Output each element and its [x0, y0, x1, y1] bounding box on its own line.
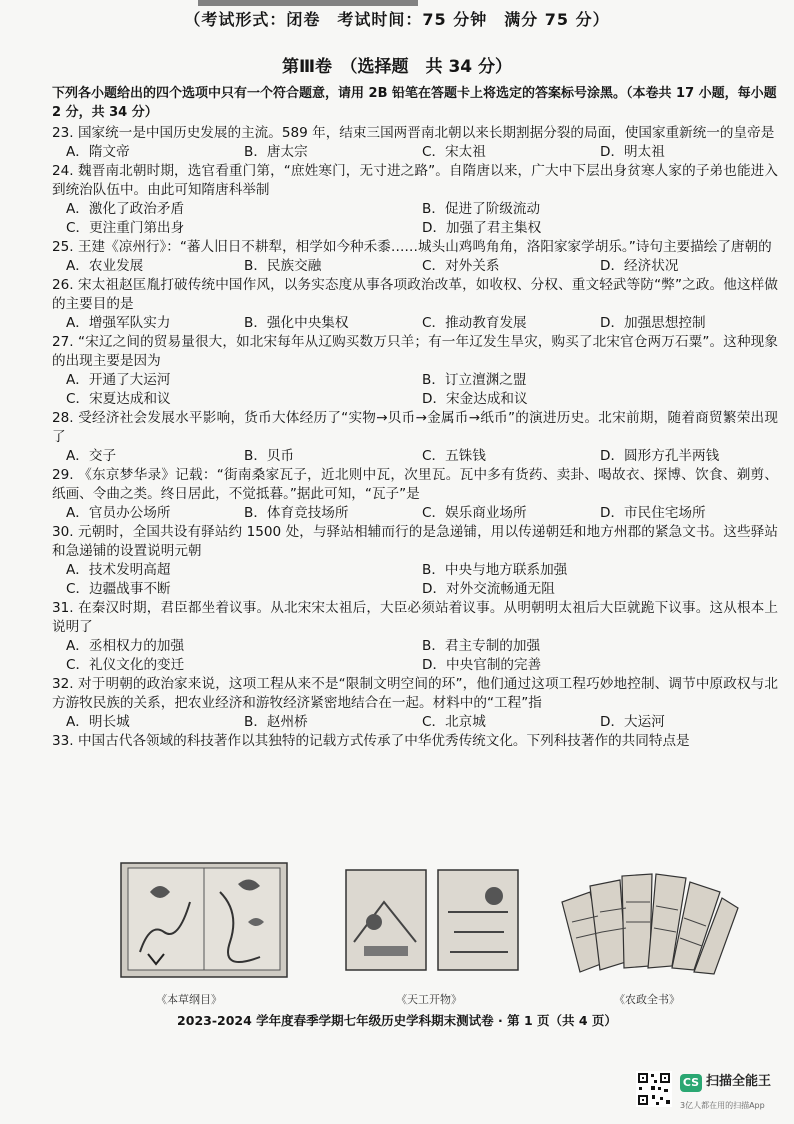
- question-stem: 26. 宋太祖赵匡胤打破传统中国作风，以务实态度从事各项政治改革，如收权、分权、重文轻武等防“弊”之政。他这样做的主要目的是: [52, 277, 778, 312]
- answer-option: A．隋文帝: [66, 144, 130, 160]
- question-item: [52, 523, 778, 599]
- page-footer: 2023-2024 学年度春季学期七年级历史学科期末测试卷 · 第 1 页（共 4 页）: [177, 1013, 617, 1028]
- answer-option: B．中央与地方联系加强: [422, 562, 568, 578]
- section-title: 第Ⅲ卷 （选择题 共 34 分）: [281, 57, 513, 77]
- question-stem: 29. 《东京梦华录》记载：“街南桑家瓦子，近北则中瓦，次里瓦。瓦中多有货药、卖卦、喝故衣、探博、饮食、剃剪、纸画、令曲之类。终日居此，不觉抵暮。”据此可知，“瓦子”是: [52, 467, 778, 502]
- answer-option: D．圆形方孔半两钱: [600, 448, 720, 464]
- answer-option: B．唐太宗: [244, 144, 308, 160]
- answer-option: A．技术发明高超: [66, 562, 171, 578]
- answer-option: A．丞相权力的加强: [66, 638, 185, 654]
- figure-bencao: [120, 862, 288, 1006]
- scanner-watermark: [636, 1071, 786, 1113]
- answer-option: D．中央官制的完善: [422, 657, 542, 673]
- answer-option: C．五铢钱: [422, 448, 486, 464]
- answer-option: D．加强了君主集权: [422, 220, 542, 236]
- answer-option: A．交子: [66, 448, 117, 464]
- qr-code-icon: [636, 1071, 672, 1107]
- answer-option: C．宋太祖: [422, 144, 486, 160]
- answer-option: D．大运河: [600, 714, 665, 730]
- answer-option: A．官员办公场所: [66, 505, 171, 521]
- answer-option: B．赵州桥: [244, 714, 308, 730]
- answer-option: A．激化了政治矛盾: [66, 201, 185, 217]
- option-group: [52, 447, 778, 466]
- answer-option: C．对外关系: [422, 258, 500, 274]
- answer-option: C．礼仪文化的变迁: [66, 657, 185, 673]
- answer-option: B．体育竞技场所: [244, 505, 349, 521]
- question-stem: 32. 对于明朝的政治家来说，这项工程从来不是“限制文明空间的环”，他们通过这项工程巧妙地控制、调节中原政权与北方游牧民族的关系，把农业经济和游牧经济紧密地结合在一起。材料中的“工程”指: [52, 676, 778, 711]
- figure-caption: 《本草纲目》: [156, 993, 222, 1006]
- option-group: [52, 314, 778, 333]
- book-page-illustration-icon: [120, 862, 288, 978]
- answer-option: B．促进了阶级流动: [422, 201, 541, 217]
- figure-nongzheng: [560, 862, 740, 1006]
- scanner-tagline: 3亿人都在用的扫描App: [680, 1101, 765, 1110]
- option-group: [52, 504, 778, 523]
- option-group: [52, 371, 778, 409]
- answer-option: B．贝币: [244, 448, 295, 464]
- answer-option: C．推动教育发展: [422, 315, 527, 331]
- question-item: [52, 409, 778, 466]
- question-item: [52, 276, 778, 333]
- question-item: [52, 599, 778, 675]
- question-item: [52, 333, 778, 409]
- answer-option: B．强化中央集权: [244, 315, 349, 331]
- answer-option: B．民族交融: [244, 258, 322, 274]
- question-item: [52, 732, 778, 751]
- answer-option: B．君主专制的加强: [422, 638, 541, 654]
- answer-option: A．农业发展: [66, 258, 144, 274]
- question-stem: 31. 在秦汉时期，君臣都坐着议事。从北宋宋太祖后，大臣必须站着议事。从明朝明太祖后大臣就跪下议事。这从根本上说明了: [52, 600, 778, 635]
- option-group: [52, 561, 778, 599]
- answer-option: C．宋夏达成和议: [66, 391, 171, 407]
- scanner-name: 扫描全能王: [706, 1074, 772, 1089]
- question-stem: 24. 魏晋南北朝时期，选官看重门第，“庶姓寒门，无寸进之路”。自隋唐以来，广大中下层出身贫寒人家的子弟也能进入到统治队伍中。由此可知隋唐科举制: [52, 163, 778, 198]
- answer-option: B．订立澶渊之盟: [422, 372, 527, 388]
- answer-option: D．对外交流畅通无阻: [422, 581, 555, 597]
- answer-option: D．经济状况: [600, 258, 679, 274]
- figure-tiangong: [344, 862, 520, 1006]
- question-item: [52, 466, 778, 523]
- figure-caption: 《农政全书》: [614, 993, 680, 1006]
- scanner-badge: CS: [680, 1074, 702, 1092]
- answer-option: C．娱乐商业场所: [422, 505, 527, 521]
- fanned-books-icon: [560, 862, 740, 982]
- exam-info: （考试形式：闭卷 考试时间：75 分钟 满分 75 分）: [184, 10, 610, 29]
- question-stem: 25. 王建《凉州行》：“蕃人旧日不耕犁，相学如今种禾黍……城头山鸡鸣角角，洛阳家家学胡乐。”诗句主要描绘了唐朝的: [52, 239, 772, 255]
- question-stem: 33. 中国古代各领域的科技著作以其独特的记载方式传承了中华优秀传统文化。下列科技著作的共同特点是: [52, 733, 690, 749]
- question-stem: 23. 国家统一是中国历史发展的主流。589 年，结束三国两晋南北朝以来长期割据分裂的局面，使国家重新统一的皇帝是: [52, 125, 775, 141]
- question-item: [52, 162, 778, 238]
- question-stem: 28. 受经济社会发展水平影响，货币大体经历了“实物→贝币→金属币→纸币”的演进历史。北宋前期，随着商贸繁荣出现了: [52, 410, 778, 445]
- answer-option: C．更注重门第出身: [66, 220, 185, 236]
- question-item: [52, 238, 778, 276]
- question-stem: 27. “宋辽之间的贸易量很大，如北宋每年从辽购买数万只羊；有一年辽发生旱灾，购买了北宋官仓两万石粟”。这种现象的出现主要是因为: [52, 334, 778, 369]
- answer-option: A．明长城: [66, 714, 130, 730]
- two-panel-illustration-icon: [344, 862, 520, 978]
- answer-option: D．宋金达成和议: [422, 391, 528, 407]
- figure-caption: 《天工开物》: [396, 993, 462, 1006]
- answer-option: C．边疆战事不断: [66, 581, 171, 597]
- question-item: [52, 675, 778, 732]
- question-stem: 30. 元朝时，全国共设有驿站约 1500 处，与驿站相辅而行的是急递铺，用以传递朝廷和地方州郡的紧急文书。这些驿站和急递铺的设置说明元朝: [52, 524, 778, 559]
- answer-option: C．北京城: [422, 714, 486, 730]
- questions: [52, 124, 778, 751]
- option-group: [52, 637, 778, 675]
- option-group: [52, 143, 778, 162]
- answer-option: D．加强思想控制: [600, 315, 706, 331]
- answer-option: D．明太祖: [600, 144, 665, 160]
- question-list: [52, 84, 778, 751]
- answer-option: A．增强军队实力: [66, 315, 171, 331]
- option-group: [52, 200, 778, 238]
- answer-option: D．市民住宅场所: [600, 505, 706, 521]
- top-header-fragment: [198, 0, 418, 6]
- answer-option: A．开通了大运河: [66, 372, 171, 388]
- instructions: 下列各小题给出的四个选项中只有一个符合题意，请用 2B 铅笔在答题卡上将选定的答案标号涂黑。（本卷共 17 小题，每小题 2 分，共 34 分）: [52, 86, 777, 120]
- question-item: [52, 124, 778, 162]
- option-group: [52, 257, 778, 276]
- option-group: [52, 713, 778, 732]
- figure-row: [52, 862, 778, 1012]
